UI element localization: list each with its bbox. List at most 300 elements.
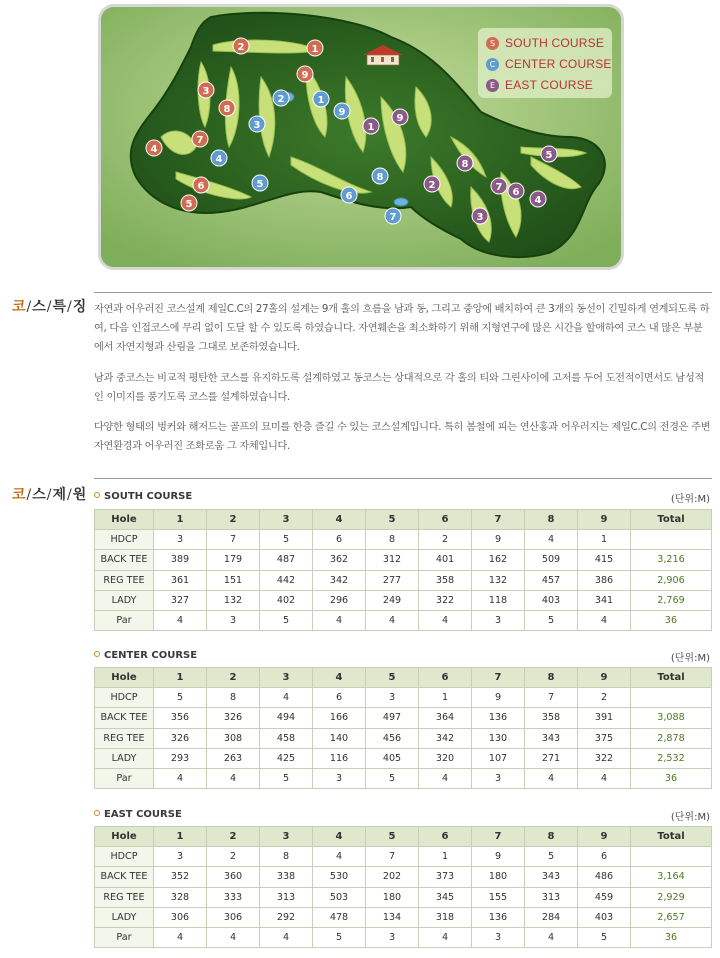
- table-cell: 4: [419, 610, 472, 630]
- svg-text:2: 2: [277, 94, 285, 105]
- table-cell: 3: [472, 768, 525, 788]
- table-cell: 7: [366, 847, 419, 867]
- table-cell: 116: [313, 748, 366, 768]
- table-cell: 4: [525, 530, 578, 550]
- east-hole-4-marker[interactable]: [530, 191, 546, 207]
- svg-text:2: 2: [428, 180, 436, 191]
- center-course-title: CENTER COURSE: [94, 650, 197, 661]
- header-cell: 2: [207, 668, 260, 688]
- south-hole-3-marker[interactable]: [198, 82, 214, 98]
- table-cell: 458: [260, 728, 313, 748]
- table-cell: 328: [154, 887, 207, 907]
- header-cell: 5: [366, 827, 419, 847]
- table-cell: 2: [207, 847, 260, 867]
- total-cell: 36: [631, 927, 712, 947]
- header-cell: 1: [154, 827, 207, 847]
- east-unit-label: (단위:M): [670, 812, 710, 823]
- table-cell: 8: [207, 688, 260, 708]
- table-cell: 136: [472, 708, 525, 728]
- table-cell: 296: [313, 590, 366, 610]
- legend-center: [486, 56, 612, 72]
- table-row: [95, 530, 712, 550]
- table-cell: 2: [578, 688, 631, 708]
- table-cell: 5: [366, 768, 419, 788]
- header-cell: 5: [366, 668, 419, 688]
- table-cell: 7: [525, 688, 578, 708]
- south-hole-2-marker[interactable]: [233, 38, 249, 54]
- table-cell: 333: [207, 887, 260, 907]
- legend-south: [486, 35, 604, 51]
- legend-south-label: SOUTH COURSE: [505, 36, 605, 50]
- table-cell: 166: [313, 708, 366, 728]
- east-course-table: [94, 826, 712, 948]
- table-cell: 4: [578, 610, 631, 630]
- row-label: BACK TEE: [95, 708, 154, 728]
- row-label: HDCP: [95, 688, 154, 708]
- total-cell: 3,216: [631, 550, 712, 570]
- table-cell: 6: [578, 847, 631, 867]
- table-cell: 342: [313, 570, 366, 590]
- legend-center-dot: C: [486, 58, 499, 71]
- svg-text:1: 1: [311, 44, 319, 55]
- table-cell: 6: [313, 530, 366, 550]
- table-cell: 263: [207, 748, 260, 768]
- header-cell: 6: [419, 510, 472, 530]
- center-course-table: [94, 667, 712, 789]
- table-cell: 9: [472, 847, 525, 867]
- table-cell: 306: [154, 907, 207, 927]
- total-cell: 2,906: [631, 570, 712, 590]
- center-hole-5-marker[interactable]: [252, 175, 268, 191]
- specs-heading: 코/스/제/원: [12, 487, 87, 503]
- table-cell: 1: [419, 847, 472, 867]
- center-unit-label: (단위:M): [670, 653, 710, 664]
- table-cell: 343: [525, 728, 578, 748]
- table-cell: 326: [154, 728, 207, 748]
- table-cell: 362: [313, 550, 366, 570]
- features-paragraph-2: 남과 중코스는 비교적 평탄한 코스를 유지하도록 설계하였고 동코스는 상대적으로 각 홀의 티와 그린사이에 고저를 두어 도전적이면서도 남성적인 이미지를 풍기도록 코스를 설계하였습니다.: [94, 373, 704, 403]
- svg-text:4: 4: [534, 195, 542, 206]
- table-cell: 4: [313, 610, 366, 630]
- header-cell: 7: [472, 827, 525, 847]
- bullet-icon: [94, 492, 100, 498]
- bullet-icon: [94, 651, 100, 657]
- table-cell: 4: [525, 768, 578, 788]
- svg-text:6: 6: [345, 191, 353, 202]
- table-cell: 202: [366, 867, 419, 887]
- table-header-row: [95, 668, 712, 688]
- row-label: Par: [95, 768, 154, 788]
- svg-text:8: 8: [223, 104, 231, 115]
- table-cell: 530: [313, 867, 366, 887]
- east-hole-8-marker[interactable]: [457, 155, 473, 171]
- total-cell: 3,088: [631, 708, 712, 728]
- east-hole-9-marker[interactable]: [392, 109, 408, 125]
- row-label: REG TEE: [95, 728, 154, 748]
- table-cell: 9: [472, 688, 525, 708]
- svg-text:5: 5: [545, 150, 553, 161]
- table-cell: 308: [207, 728, 260, 748]
- table-cell: 318: [419, 907, 472, 927]
- south-hole-8-marker[interactable]: [219, 100, 235, 116]
- specs-divider: [94, 478, 712, 479]
- svg-text:7: 7: [389, 212, 397, 223]
- east-hole-7-marker[interactable]: [491, 178, 507, 194]
- table-cell: 5: [260, 610, 313, 630]
- center-hole-2-marker[interactable]: [273, 90, 289, 106]
- svg-text:4: 4: [215, 154, 223, 165]
- table-cell: 5: [525, 610, 578, 630]
- table-cell: 3: [207, 610, 260, 630]
- row-label: REG TEE: [95, 887, 154, 907]
- table-cell: 391: [578, 708, 631, 728]
- table-cell: 4: [207, 927, 260, 947]
- center-hole-1-marker[interactable]: [313, 91, 329, 107]
- table-cell: 3: [154, 530, 207, 550]
- table-cell: 425: [260, 748, 313, 768]
- table-cell: 5: [260, 768, 313, 788]
- total-cell: 2,657: [631, 907, 712, 927]
- row-label: REG TEE: [95, 570, 154, 590]
- table-row: [95, 867, 712, 887]
- header-cell: 9: [578, 827, 631, 847]
- table-cell: 292: [260, 907, 313, 927]
- total-cell: 2,929: [631, 887, 712, 907]
- row-label: Par: [95, 927, 154, 947]
- table-cell: 312: [366, 550, 419, 570]
- total-cell: 2,769: [631, 590, 712, 610]
- table-cell: 3: [154, 847, 207, 867]
- header-cell: Total: [631, 827, 712, 847]
- table-row: [95, 590, 712, 610]
- table-cell: 402: [260, 590, 313, 610]
- total-cell: [631, 530, 712, 550]
- table-cell: 356: [154, 708, 207, 728]
- svg-text:6: 6: [197, 181, 205, 192]
- bullet-icon: [94, 810, 100, 816]
- header-cell: 7: [472, 668, 525, 688]
- legend-east-dot: E: [486, 79, 499, 92]
- table-cell: 136: [472, 907, 525, 927]
- svg-text:9: 9: [396, 113, 404, 124]
- table-cell: 322: [578, 748, 631, 768]
- table-cell: 442: [260, 570, 313, 590]
- table-cell: 322: [419, 590, 472, 610]
- table-cell: 5: [260, 530, 313, 550]
- east-hole-2-marker[interactable]: [424, 176, 440, 192]
- row-label: LADY: [95, 907, 154, 927]
- south-hole-4-marker[interactable]: [146, 140, 162, 156]
- table-cell: 478: [313, 907, 366, 927]
- features-heading: 코/스/특/징: [12, 299, 87, 315]
- table-cell: 4: [154, 768, 207, 788]
- row-label: HDCP: [95, 530, 154, 550]
- legend-east-label: EAST COURSE: [505, 78, 593, 92]
- table-cell: 3: [366, 688, 419, 708]
- south-hole-1-marker[interactable]: [307, 40, 323, 56]
- header-cell: 4: [313, 510, 366, 530]
- table-cell: 5: [578, 927, 631, 947]
- table-row: [95, 907, 712, 927]
- table-cell: 179: [207, 550, 260, 570]
- total-cell: 36: [631, 610, 712, 630]
- table-cell: 271: [525, 748, 578, 768]
- header-cell: 8: [525, 827, 578, 847]
- south-course-title: SOUTH COURSE: [94, 491, 192, 502]
- table-row: [95, 748, 712, 768]
- header-cell: 8: [525, 668, 578, 688]
- table-cell: 249: [366, 590, 419, 610]
- east-hole-3-marker[interactable]: [472, 208, 488, 224]
- svg-text:5: 5: [185, 199, 193, 210]
- center-hole-4-marker[interactable]: [211, 150, 227, 166]
- header-cell: 3: [260, 510, 313, 530]
- table-cell: 4: [260, 927, 313, 947]
- header-cell: 6: [419, 668, 472, 688]
- table-cell: 132: [472, 570, 525, 590]
- header-cell: 6: [419, 827, 472, 847]
- table-cell: 3: [472, 610, 525, 630]
- table-cell: 134: [366, 907, 419, 927]
- svg-text:8: 8: [461, 159, 469, 170]
- table-cell: 487: [260, 550, 313, 570]
- svg-text:1: 1: [367, 122, 375, 133]
- header-cell: 2: [207, 510, 260, 530]
- svg-text:3: 3: [253, 120, 261, 131]
- table-cell: 509: [525, 550, 578, 570]
- table-cell: 343: [525, 867, 578, 887]
- header-cell: Hole: [95, 827, 154, 847]
- total-cell: 2,878: [631, 728, 712, 748]
- table-cell: 403: [525, 590, 578, 610]
- header-cell: 9: [578, 510, 631, 530]
- svg-text:4: 4: [150, 144, 158, 155]
- table-cell: 415: [578, 550, 631, 570]
- header-cell: 1: [154, 510, 207, 530]
- east-hole-6-marker[interactable]: [508, 183, 524, 199]
- table-cell: 9: [472, 530, 525, 550]
- center-hole-7-marker[interactable]: [385, 208, 401, 224]
- svg-text:5: 5: [256, 179, 264, 190]
- header-cell: 5: [366, 510, 419, 530]
- center-course-header: [94, 648, 712, 664]
- row-label: BACK TEE: [95, 867, 154, 887]
- table-cell: 326: [207, 708, 260, 728]
- table-row: [95, 768, 712, 788]
- table-row: [95, 610, 712, 630]
- table-cell: 284: [525, 907, 578, 927]
- table-cell: 151: [207, 570, 260, 590]
- table-cell: 360: [207, 867, 260, 887]
- table-cell: 5: [313, 927, 366, 947]
- table-cell: 130: [472, 728, 525, 748]
- table-cell: 4: [366, 610, 419, 630]
- table-cell: 4: [578, 768, 631, 788]
- svg-text:2: 2: [237, 42, 245, 53]
- svg-text:7: 7: [196, 135, 204, 146]
- header-cell: Hole: [95, 668, 154, 688]
- table-cell: 361: [154, 570, 207, 590]
- table-cell: 313: [260, 887, 313, 907]
- svg-text:8: 8: [376, 172, 384, 183]
- table-cell: 358: [525, 708, 578, 728]
- table-row: [95, 550, 712, 570]
- table-cell: 5: [154, 688, 207, 708]
- table-cell: 155: [472, 887, 525, 907]
- table-cell: 327: [154, 590, 207, 610]
- table-cell: 118: [472, 590, 525, 610]
- south-hole-6-marker[interactable]: [193, 177, 209, 193]
- east-hole-1-marker[interactable]: [363, 118, 379, 134]
- table-cell: 4: [419, 768, 472, 788]
- row-label: Par: [95, 610, 154, 630]
- table-cell: 494: [260, 708, 313, 728]
- south-hole-7-marker[interactable]: [192, 131, 208, 147]
- header-cell: 1: [154, 668, 207, 688]
- total-cell: 3,164: [631, 867, 712, 887]
- features-paragraph-3: 다양한 형태의 벙커와 해저드는 골프의 묘미를 한층 즐길 수 있는 코스설계입니다. 특히 봄철에 피는 연산홍과 어우러지는 제일C.C의 전경은 주변자연환경과 어우러진 조화로움 그 자체입니다.: [94, 422, 711, 452]
- table-cell: 352: [154, 867, 207, 887]
- south-hole-5-marker[interactable]: [181, 195, 197, 211]
- table-header-row: [95, 510, 712, 530]
- table-row: [95, 570, 712, 590]
- table-cell: 7: [207, 530, 260, 550]
- features-divider: [94, 292, 712, 293]
- table-cell: 342: [419, 728, 472, 748]
- svg-text:9: 9: [338, 107, 346, 118]
- table-cell: 6: [313, 688, 366, 708]
- table-cell: 2: [419, 530, 472, 550]
- svg-text:6: 6: [512, 187, 520, 198]
- east-course-title: EAST COURSE: [94, 809, 182, 820]
- header-cell: 3: [260, 827, 313, 847]
- table-row: [95, 728, 712, 748]
- row-label: LADY: [95, 748, 154, 768]
- table-row: [95, 927, 712, 947]
- total-cell: 36: [631, 768, 712, 788]
- header-cell: 7: [472, 510, 525, 530]
- table-cell: 4: [313, 847, 366, 867]
- table-cell: 180: [366, 887, 419, 907]
- legend-east: [486, 77, 593, 93]
- table-cell: 456: [366, 728, 419, 748]
- table-cell: 5: [525, 847, 578, 867]
- total-cell: [631, 688, 712, 708]
- table-cell: 107: [472, 748, 525, 768]
- table-cell: 3: [313, 768, 366, 788]
- table-cell: 132: [207, 590, 260, 610]
- table-cell: 293: [154, 748, 207, 768]
- center-hole-8-marker[interactable]: [372, 168, 388, 184]
- table-cell: 358: [419, 570, 472, 590]
- legend-center-label: CENTER COURSE: [505, 57, 612, 71]
- header-cell: 9: [578, 668, 631, 688]
- table-cell: 503: [313, 887, 366, 907]
- table-cell: 386: [578, 570, 631, 590]
- header-cell: 3: [260, 668, 313, 688]
- total-cell: [631, 847, 712, 867]
- map-legend: [478, 28, 612, 98]
- table-cell: 3: [472, 927, 525, 947]
- table-cell: 338: [260, 867, 313, 887]
- row-label: HDCP: [95, 847, 154, 867]
- table-cell: 8: [260, 847, 313, 867]
- table-cell: 8: [366, 530, 419, 550]
- table-cell: 486: [578, 867, 631, 887]
- table-cell: 306: [207, 907, 260, 927]
- east-course-header: [94, 807, 712, 823]
- table-cell: 4: [260, 688, 313, 708]
- south-course-table: [94, 509, 712, 631]
- svg-text:3: 3: [202, 86, 210, 97]
- table-cell: 140: [313, 728, 366, 748]
- header-cell: 8: [525, 510, 578, 530]
- total-cell: 2,532: [631, 748, 712, 768]
- south-unit-label: (단위:M): [670, 494, 710, 505]
- table-row: [95, 887, 712, 907]
- legend-south-dot: S: [486, 37, 499, 50]
- table-cell: 457: [525, 570, 578, 590]
- table-cell: 405: [366, 748, 419, 768]
- south-hole-9-marker[interactable]: [297, 66, 313, 82]
- table-cell: 4: [419, 927, 472, 947]
- table-cell: 1: [419, 688, 472, 708]
- table-cell: 4: [154, 927, 207, 947]
- table-cell: 364: [419, 708, 472, 728]
- header-cell: 4: [313, 827, 366, 847]
- svg-text:1: 1: [317, 95, 325, 106]
- features-paragraph-1: 자연과 어우러진 코스설계 제일C.C의 27홀의 설계는 9개 홀의 흐름을 남과 동, 그리고 중앙에 배치하여 큰 3개의 동선이 긴밀하게 연계되도록 하여, 다음 인접코스에 무리 없이 도달 할 수 있도록 하였습니다. 자연훼손을 최소화하기 위해 지형연구에 많은 시간을 할애하여 코스 내 많은 부분에서 자연지형과 산림을 그대로 보존하였습니다.: [94, 304, 710, 353]
- table-cell: 277: [366, 570, 419, 590]
- table-cell: 3: [366, 927, 419, 947]
- header-cell: Hole: [95, 510, 154, 530]
- header-cell: Total: [631, 668, 712, 688]
- table-cell: 180: [472, 867, 525, 887]
- table-cell: 345: [419, 887, 472, 907]
- table-cell: 373: [419, 867, 472, 887]
- table-cell: 403: [578, 907, 631, 927]
- table-row: [95, 847, 712, 867]
- table-cell: 341: [578, 590, 631, 610]
- header-cell: 2: [207, 827, 260, 847]
- table-cell: 459: [578, 887, 631, 907]
- header-cell: Total: [631, 510, 712, 530]
- svg-text:9: 9: [301, 70, 309, 81]
- svg-text:7: 7: [495, 182, 503, 193]
- table-cell: 401: [419, 550, 472, 570]
- east-hole-5-marker[interactable]: [541, 146, 557, 162]
- table-header-row: [95, 827, 712, 847]
- row-label: BACK TEE: [95, 550, 154, 570]
- svg-text:3: 3: [476, 212, 484, 223]
- table-cell: 1: [578, 530, 631, 550]
- center-hole-6-marker[interactable]: [341, 187, 357, 203]
- table-cell: 4: [154, 610, 207, 630]
- table-cell: 313: [525, 887, 578, 907]
- south-course-header: [94, 489, 712, 505]
- header-cell: 4: [313, 668, 366, 688]
- table-cell: 389: [154, 550, 207, 570]
- center-hole-9-marker[interactable]: [334, 103, 350, 119]
- center-hole-3-marker[interactable]: [249, 116, 265, 132]
- table-row: [95, 708, 712, 728]
- table-cell: 4: [525, 927, 578, 947]
- table-cell: 320: [419, 748, 472, 768]
- table-cell: 375: [578, 728, 631, 748]
- table-cell: 4: [207, 768, 260, 788]
- table-cell: 162: [472, 550, 525, 570]
- row-label: LADY: [95, 590, 154, 610]
